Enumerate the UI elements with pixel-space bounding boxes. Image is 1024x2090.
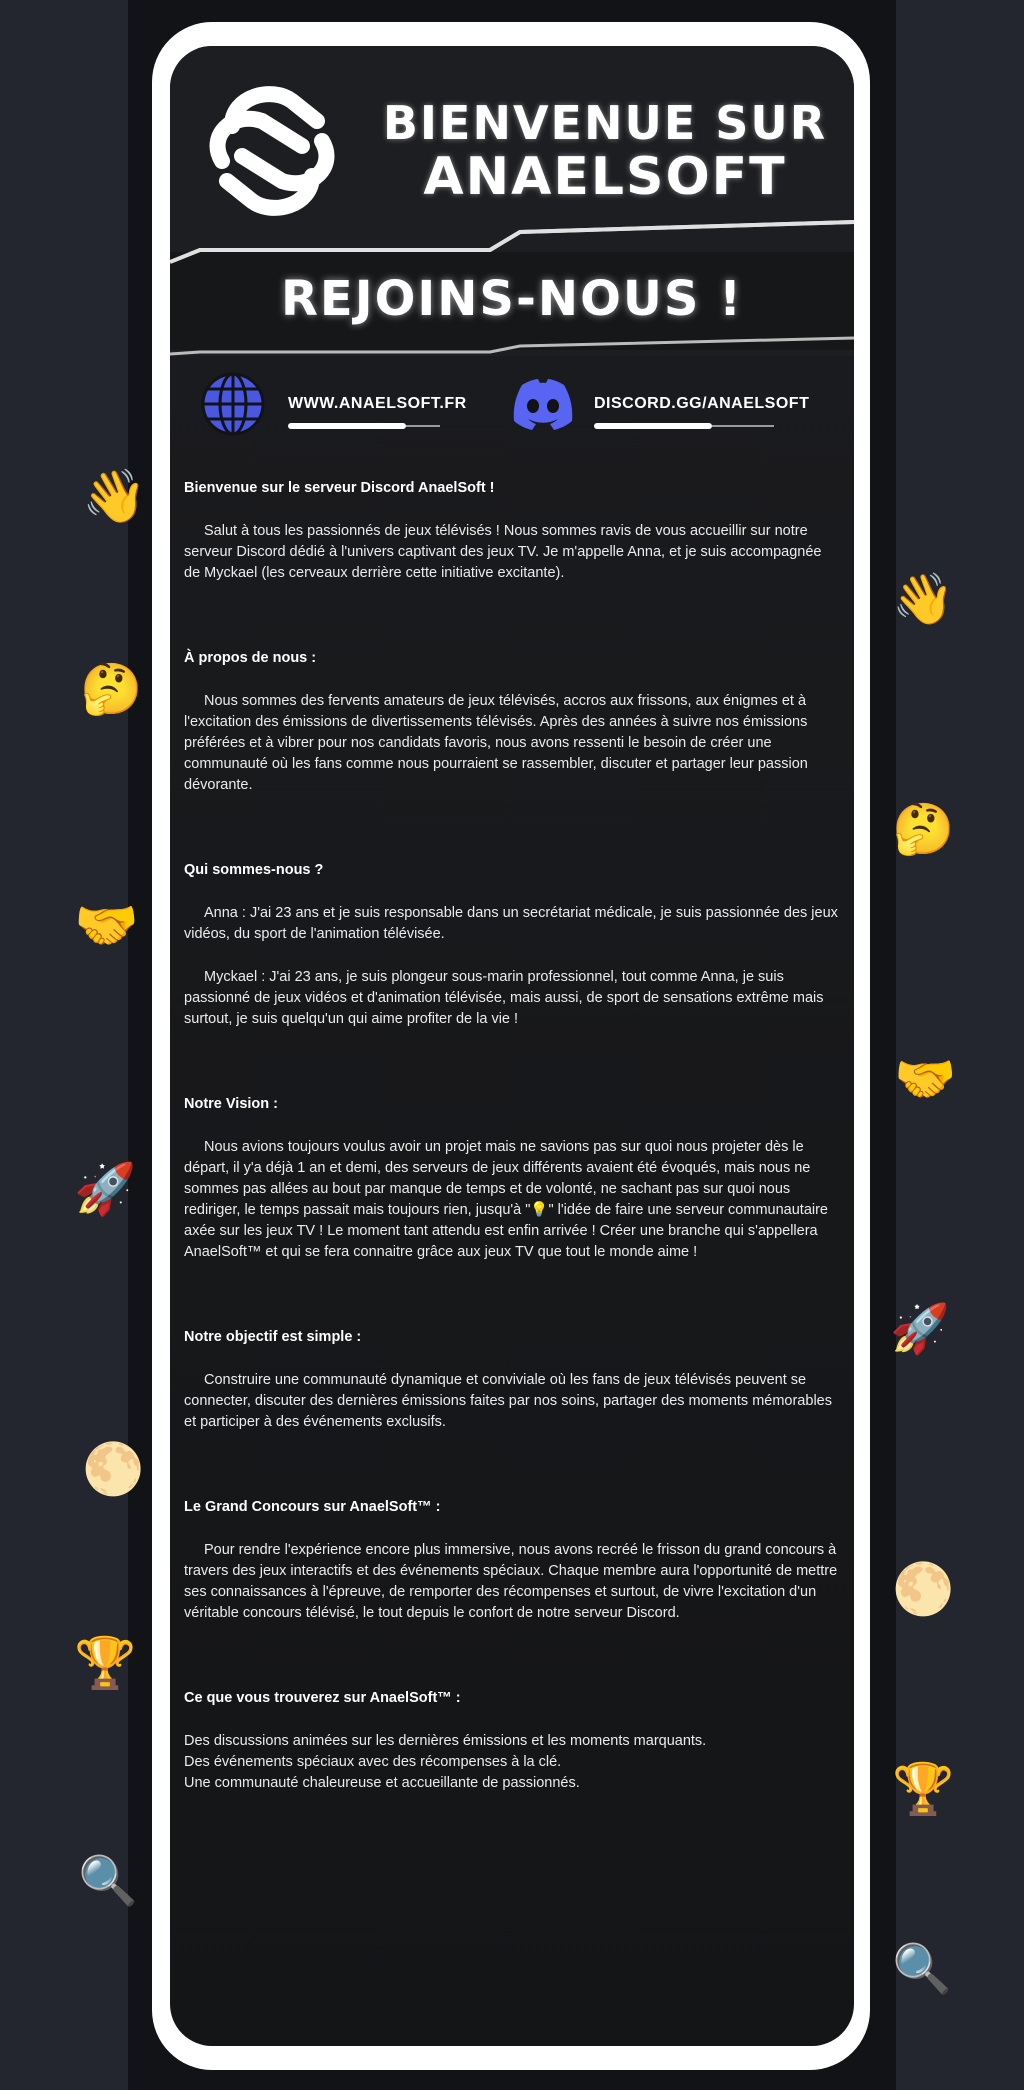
info-card: [170, 46, 854, 2046]
section-title: Le Grand Concours sur AnaelSoft™ :: [184, 1499, 441, 1515]
wave-emoji: 👋: [892, 571, 955, 627]
section-paragraph: Pour rendre l'expérience encore plus immersive, nous avons recréé le frisson du grand concours à travers des jeux interactifs et des événements spéciaux. Chaque membre aura l'opportunité de mettre ses connaissances à l'épreuve, de remporter des récompenses et surtout, de vivre l'excitation d'un véritable concours télévisé, le tout depuis le confort de notre serveur Discord.: [184, 1542, 838, 1621]
website-underline: [288, 423, 406, 429]
discord-underline-track: [712, 425, 774, 427]
list-item: Des discussions animées sur les dernières émissions et les moments marquants.: [184, 1733, 707, 1749]
title-line2: ANAELSOFT: [423, 147, 787, 207]
section-title: Ce que vous trouverez sur AnaelSoft™ :: [184, 1690, 461, 1706]
section-title: Qui sommes-nous ?: [184, 862, 324, 878]
handshake-emoji: 🤝: [894, 1051, 957, 1107]
thinking-emoji: 🤔: [892, 801, 955, 857]
list-item: Une communauté chaleureuse et accueillante de passionnés.: [184, 1775, 580, 1791]
discord-icon: [510, 371, 576, 437]
section-paragraph: Myckael : J'ai 23 ans, je suis plongeur sous-marin professionnel, tout comme Anna, je suis passionné de jeux vidéos et d'animation télévisée, mais aussi, de sport de sensations extrême mais surtout, je suis quelqu'un qui aime profiter de la vie !: [184, 969, 824, 1027]
magnifier-emoji: 🔍: [892, 1943, 952, 1996]
trophy-emoji: 🏆: [74, 1635, 137, 1691]
globe-icon: [200, 371, 266, 437]
list-item: Des événements spéciaux avec des récompenses à la clé.: [184, 1754, 562, 1770]
handshake-emoji: 🤝: [74, 897, 139, 955]
section-paragraph: Nous avions toujours voulus avoir un projet mais ne savions pas sur quoi nous projeter dès le départ, il y'a déjà 1 an et demi, des serveurs de jeux différents avaient été évoqués, mais nous ne sommes pas allées au bout par manque de temps et de volonté, ne sachant pas sur quoi nous rediriger, le temps passait mais toujours rien, jusqu'à "💡" l'idée de faire une serveur communautaire axée sur les jeux TV ! Le moment tant attendu est enfin arrivée ! Créer une branche qui s'appellera AnaelSoft™ et qui se fera connaitre grâce aux jeux TV que tout le monde aime !: [184, 1139, 828, 1260]
section-paragraph: Construire une communauté dynamique et conviviale où les fans de jeux télévisés peuvent se connecter, discuter des dernières émissions faites par nos soins, partager des moments mémorables et participer à des événements exclusifs.: [184, 1372, 832, 1430]
moon-emoji: 🌕: [892, 1561, 955, 1617]
section-paragraph: Anna : J'ai 23 ans et je suis responsable dans un secrétariat médicale, je suis passionnée des jeux vidéos, du sport de l'animation télévisée.: [184, 905, 838, 942]
wave-emoji: 👋: [82, 468, 147, 526]
magnifier-emoji: 🔍: [78, 1855, 138, 1908]
rocket-emoji: 🚀: [74, 1161, 137, 1217]
section-title: Notre objectif est simple :: [184, 1329, 362, 1345]
website-underline-track: [406, 425, 440, 427]
title-line1: BIENVENUE SUR: [382, 96, 828, 150]
section-title: Notre Vision :: [184, 1096, 278, 1112]
section-title: Bienvenue sur le serveur Discord AnaelSoft !: [184, 480, 495, 496]
rocket-emoji: 🚀: [890, 1303, 950, 1356]
join-heading: REJOINS-NOUS !: [280, 271, 744, 327]
section-title: À propos de nous :: [184, 650, 317, 666]
trophy-emoji: 🏆: [892, 1761, 955, 1817]
thinking-emoji: 🤔: [80, 661, 143, 717]
content-body: [184, 478, 840, 1794]
section-paragraph: Nous sommes des fervents amateurs de jeux télévisés, accros aux frissons, aux énigmes et à l'excitation des émissions de divertissements télévisés. Après des années à suivre nos émissions préférées et à vibrer pour nos candidats favoris, nous avons ressenti le besoin de créer une communauté où les fans comme nous pourraient se rassembler, discuter et partager leur passion dévorante.: [184, 693, 808, 793]
website-link[interactable]: WWW.ANAELSOFT.FR: [288, 395, 467, 412]
discord-underline: [594, 423, 712, 429]
card-header: [170, 46, 854, 356]
section-paragraph: Salut à tous les passionnés de jeux télévisés ! Nous sommes ravis de vous accueillir sur notre serveur Discord dédié à l'univers captivant des jeux TV. Je m'appelle Anna, et je suis accompagnée de Myckael (les cerveaux derrière cette initiative excitante).: [184, 523, 822, 581]
discord-link[interactable]: DISCORD.GG/ANAELSOFT: [594, 395, 810, 412]
links-row: [170, 371, 854, 481]
moon-emoji: 🌕: [82, 1441, 145, 1497]
